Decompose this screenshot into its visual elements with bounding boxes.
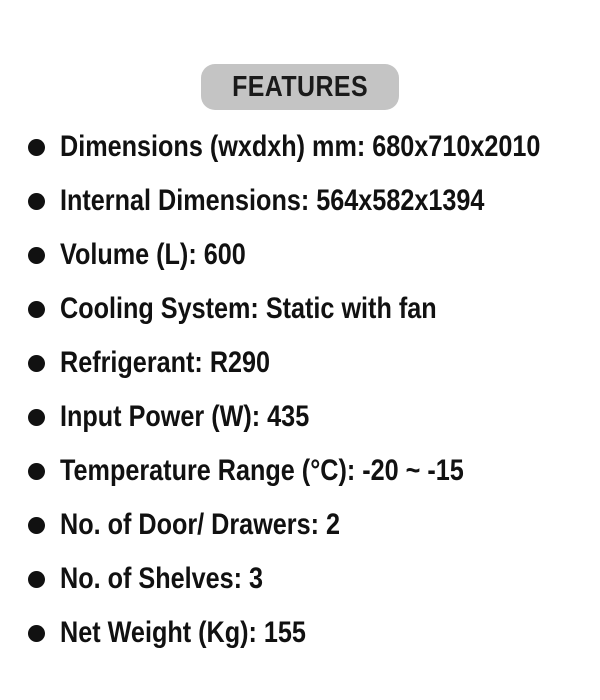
list-item <box>28 390 600 444</box>
list-item <box>28 498 600 552</box>
bullet-icon <box>28 625 45 642</box>
feature-volume: Volume (L): 600 <box>60 238 246 271</box>
feature-list <box>28 120 600 660</box>
feature-dimensions: Dimensions (wxdxh) mm: 680x710x2010 <box>60 130 541 163</box>
bullet-icon <box>28 409 45 426</box>
feature-shelves: No. of Shelves: 3 <box>60 562 264 595</box>
bullet-icon <box>28 517 45 534</box>
bullet-icon <box>28 463 45 480</box>
feature-refrigerant: Refrigerant: R290 <box>60 346 271 379</box>
bullet-icon <box>28 571 45 588</box>
bullet-icon <box>28 139 45 156</box>
bullet-icon <box>28 193 45 210</box>
bullet-icon <box>28 301 45 318</box>
feature-input-power: Input Power (W): 435 <box>60 400 310 433</box>
list-item <box>28 282 600 336</box>
list-item <box>28 174 600 228</box>
feature-cooling-system: Cooling System: Static with fan <box>60 292 437 325</box>
bullet-icon <box>28 355 45 372</box>
bullet-icon <box>28 247 45 264</box>
feature-net-weight: Net Weight (Kg): 155 <box>60 616 306 649</box>
list-item <box>28 444 600 498</box>
list-item <box>28 120 600 174</box>
feature-internal-dimensions: Internal Dimensions: 564x582x1394 <box>60 184 485 217</box>
list-item <box>28 606 600 660</box>
feature-temperature-range: Temperature Range (°C): -20 ~ -15 <box>60 454 464 487</box>
list-item <box>28 552 600 606</box>
list-item <box>28 228 600 282</box>
features-heading-badge <box>201 64 399 110</box>
features-heading: FEATURES <box>231 70 368 103</box>
feature-doors-drawers: No. of Door/ Drawers: 2 <box>60 508 341 541</box>
list-item <box>28 336 600 390</box>
